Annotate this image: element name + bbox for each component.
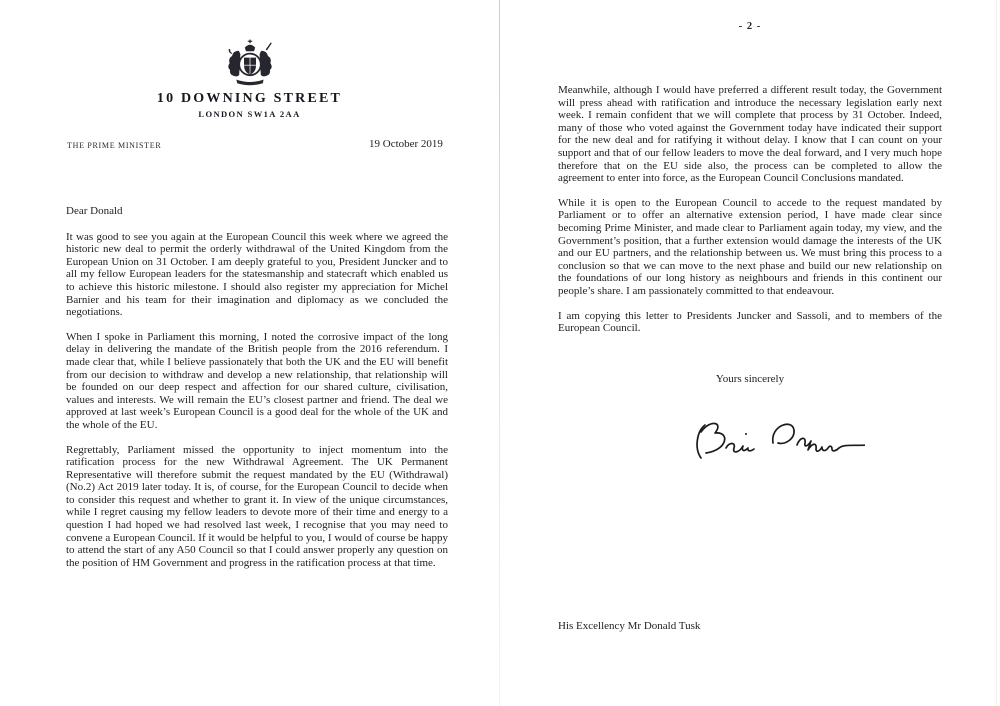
paragraph: While it is open to the European Council to accede to the request mandated by Parliament or to offer an alternative extension period, I have made clear since becoming Prime Minister, and made clear to Parliament again today, my view, and the Government’s position, that a further extension would damage the interests of the UK and our EU partners, and the relationship between us. We must bring this process to a conclusion so that we can move to the next phase and build our new relationship on the foundations of our long history as neighbours and friends in this continent our people’s share. I am passionately committed to that endeavour. (558, 196, 942, 297)
handwritten-signature-icon (693, 415, 865, 467)
letter-page-2 (500, 0, 1000, 706)
letter-body-page-1 (66, 205, 448, 581)
letterhead-address-line1: 10 DOWNING STREET (156, 91, 343, 106)
paragraph: Meanwhile, although I would have preferred a different result today, the Government will press ahead with ratification and introduce the necessary legislation early next week. I remain confident that we will complete that process by 31 October. Indeed, many of those who voted against the Government today have indicated their support for the new deal and for ratifying it without delay. I know that I can count on your support and that of our fellow leaders to move the deal forward, and I very much hope therefore that on the EU side also, the process can be completed to allow the agreement to enter into force, as the European Council Conclusions mandated. (558, 84, 942, 185)
letter-date: 19 October 2019 (369, 138, 443, 150)
paragraph: It was good to see you again at the European Council this week where we agreed the historic new deal to permit the orderly withdrawal of the United Kingdom from the European Union on 31 October. I am deeply grateful to you, President Juncker and to all my fellow European leaders for the statesmanship and statecraft which enabled us to achieve this historic milestone. I should also register my appreciation for Michel Barnier and his team for their imagination and diplomacy as we concluded the negotiations. (66, 230, 448, 319)
salutation: Dear Donald (66, 205, 123, 217)
letterhead (0, 36, 499, 119)
page-number: - 2 - (738, 21, 762, 32)
royal-coat-of-arms-icon (226, 36, 274, 88)
paragraph: When I spoke in Parliament this morning, I noted the corrosive impact of the long delay in delivering the mandate of the British people from the 2016 referendum. I made clear that, while I believe passionately that both the UK and the EU will benefit from our decision to withdraw and develop a new relationship, that relationship will be founded on our deep respect and affection for our shared culture, civilisation, values and interests. We will remain the EU’s closest partner and friend. The deal we approved at last week’s European Council is a good deal for the whole of the UK and the whole of the EU. (66, 330, 448, 431)
letter-page-1 (0, 0, 499, 706)
letter-body-page-2 (558, 84, 942, 347)
letterhead-address-line2: LONDON SW1A 2AA (198, 109, 301, 119)
paragraph: I am copying this letter to Presidents Juncker and Sassoli, and to members of the European Council. (558, 309, 942, 335)
recipient-line: His Excellency Mr Donald Tusk (558, 620, 701, 632)
paragraph: Regrettably, Parliament missed the opportunity to inject momentum into the ratification process for the new Withdrawal Agreement. The UK Permanent Representative will therefore submit the request mandated by the EU (Withdrawal) (No.2) Act 2019 later today. It is, of course, for the European Council to decide when to consider this request and whether to grant it. In view of the unique circumstances, while I regret causing my fellow leaders to devote more of their time and energy to a question I had hoped we had resolved last week, I recognise that you may need to convene a European Council. If it would be helpful to you, I would of course be happy to attend the start of any A50 Council so that I could answer properly any question on the position of HM Government and progress in the ratification process at that time. (66, 443, 448, 569)
closing-valediction: Yours sincerely (715, 373, 785, 385)
scan-edge (996, 0, 997, 706)
sender-title: THE PRIME MINISTER (67, 141, 162, 150)
